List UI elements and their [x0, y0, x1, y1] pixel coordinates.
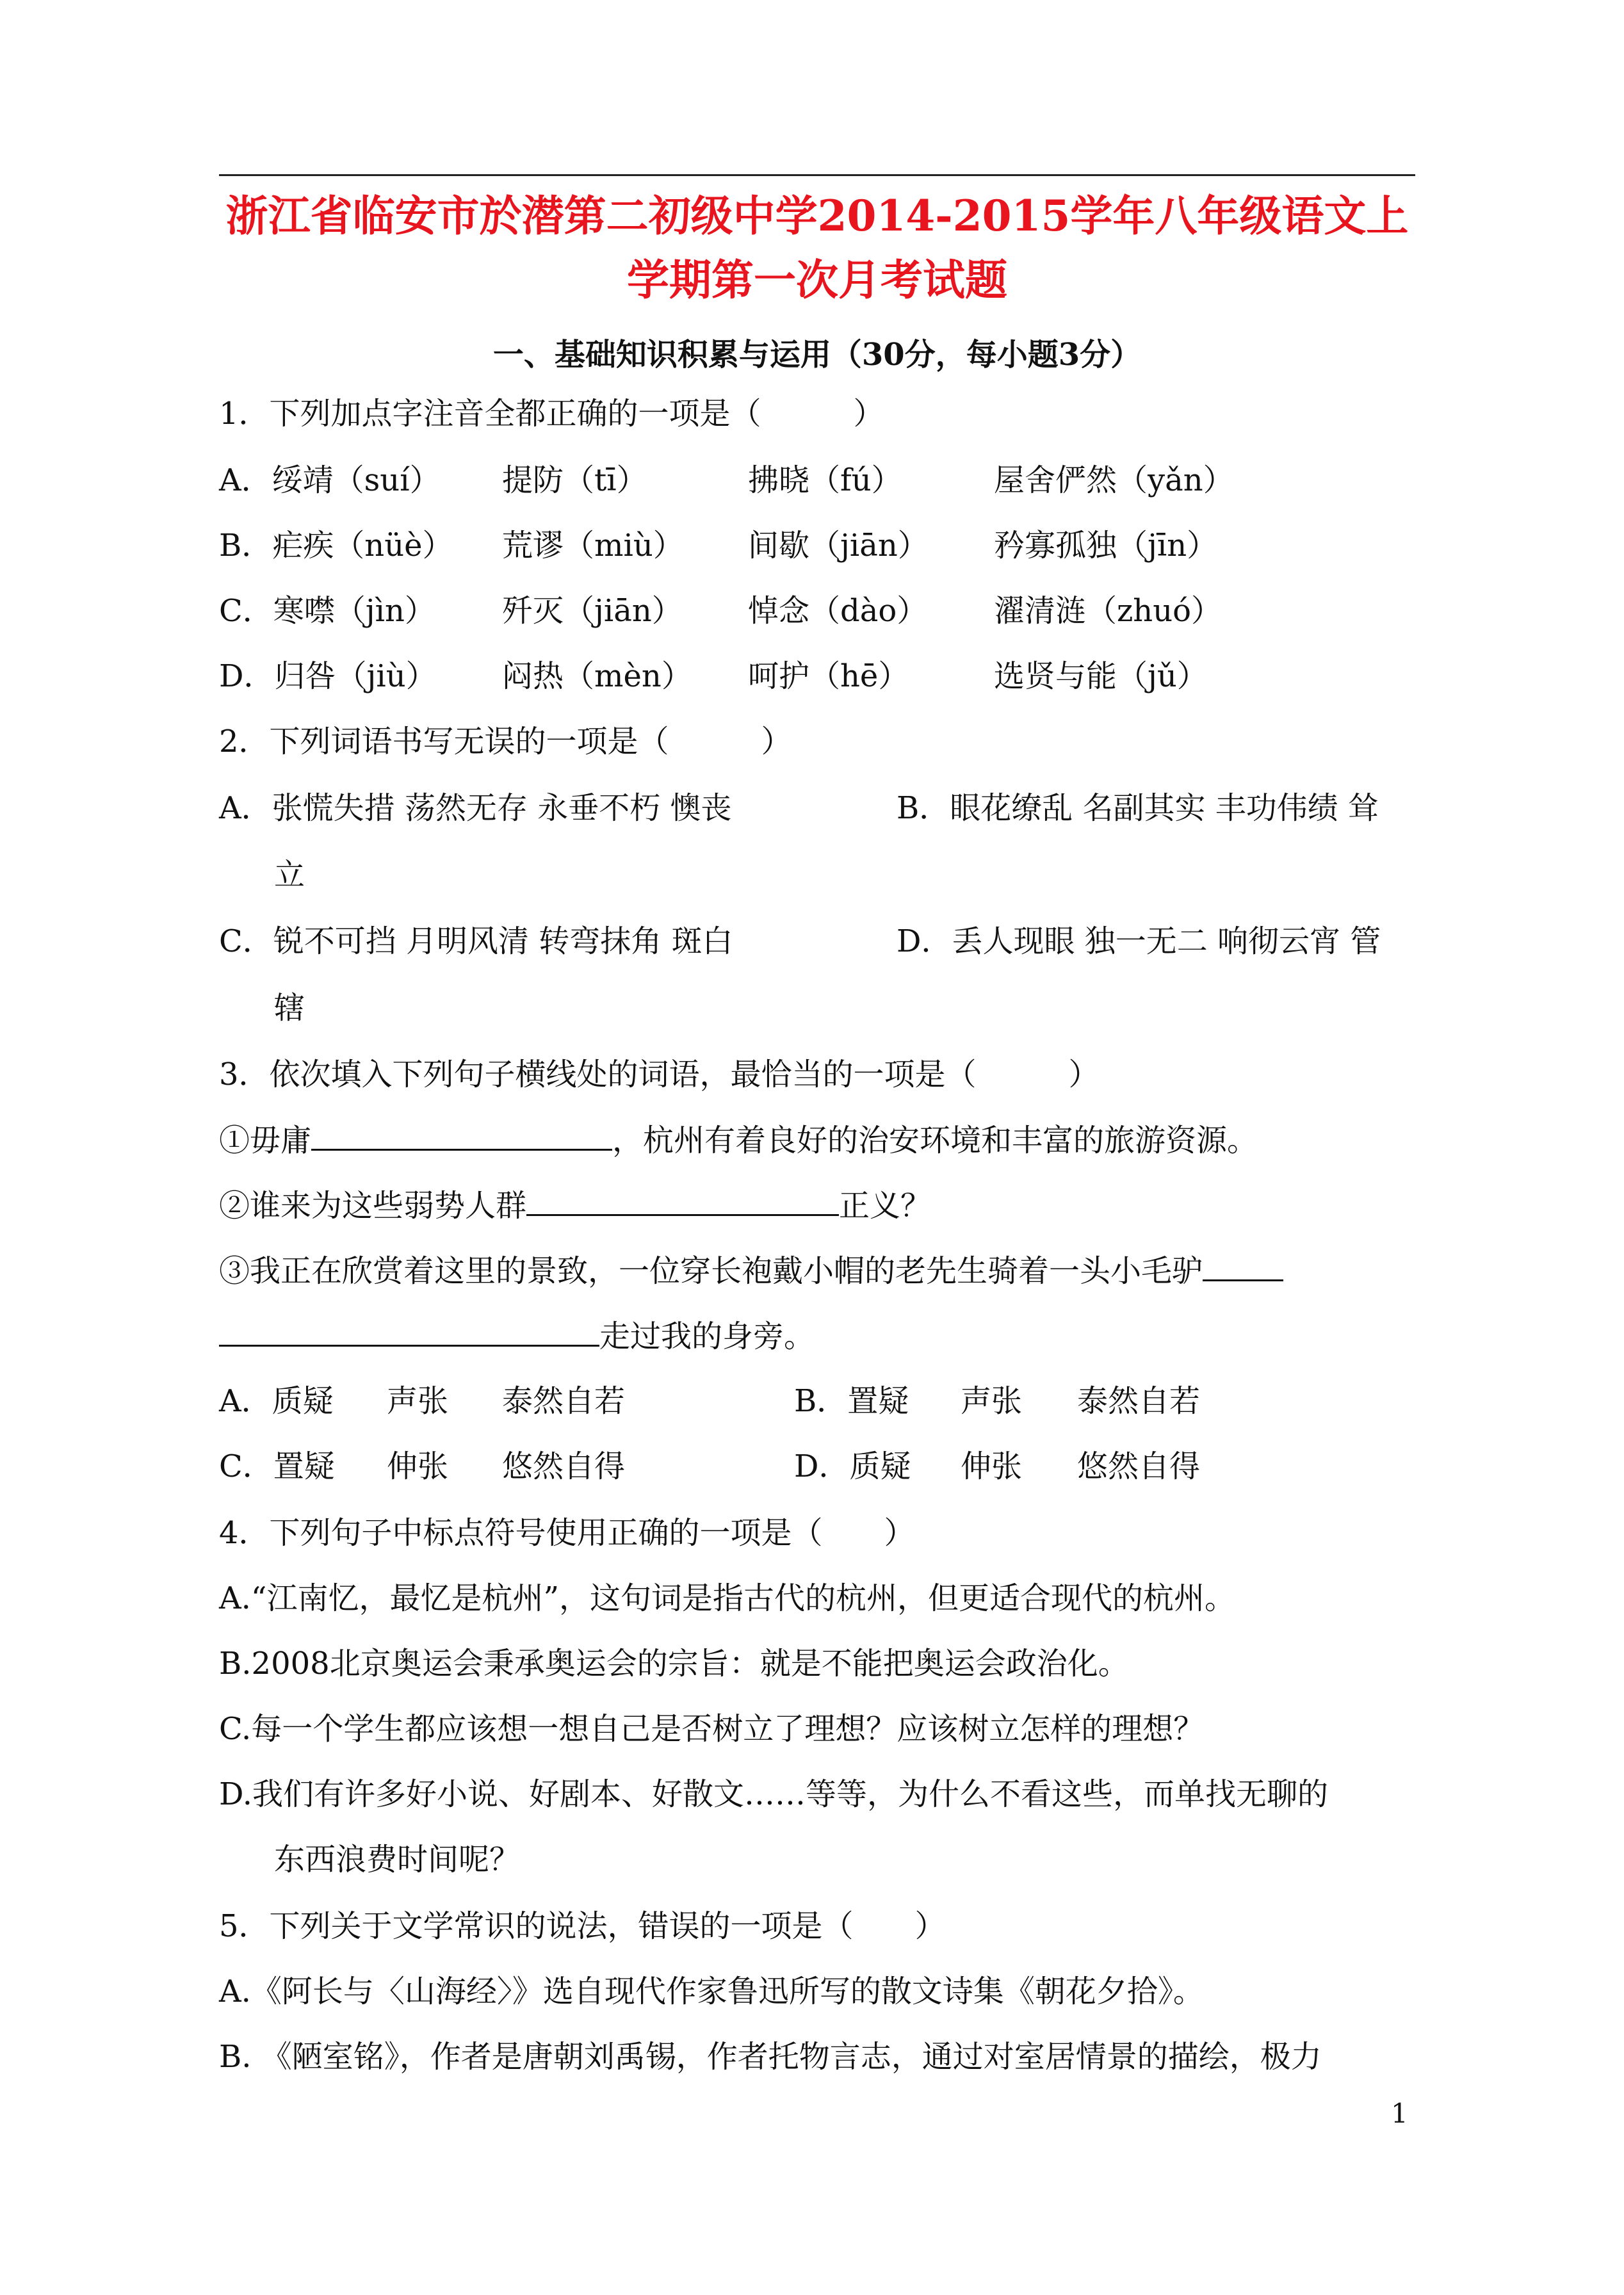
q1-option-c-3: 悼念（dào） [748, 593, 928, 629]
q3-s1-text-end: ，杭州有着良好的治安环境和丰富的旅游资源。 [612, 1123, 1258, 1158]
q1-option-c-4: 濯清涟（zhuó） [994, 593, 1222, 629]
q1-option-a-4: 屋舍俨然（yǎn） [994, 462, 1234, 498]
q3-blank-3a [1203, 1251, 1283, 1281]
q1-option-a-2: 提防（tī） [502, 462, 647, 498]
q3-s2-text-end: 正义？ [839, 1188, 932, 1224]
q1-option-d-4: 选贤与能（jǔ） [994, 658, 1208, 694]
q3-option-a-3: 泰然自若 [502, 1383, 626, 1419]
q3-blank-2 [526, 1186, 839, 1216]
q2-option-a: A．张慌失措 荡然无存 永垂不朽 懊丧 [219, 790, 732, 826]
q3-option-a-2: 声张 [387, 1383, 449, 1419]
q2-option-d: D．丢人现眼 独一无二 响彻云宵 管 [897, 923, 1381, 959]
q3-option-d-3: 悠然自得 [1077, 1448, 1201, 1484]
q1-option-c-2: 歼灭（jiān） [502, 593, 683, 629]
q5-option-b: B. 《陋室铭》，作者是唐朝刘禹锡，作者托物言志，通过对室居情景的描绘，极力 [219, 2039, 1322, 2075]
q4-option-b: B.2008北京奥运会秉承奥运会的宗旨：就是不能把奥运会政治化。 [219, 1646, 1129, 1682]
doc-title-line1: 浙江省临安市於潜第二初级中学2014-2015学年八年级语文上 [225, 191, 1409, 241]
q5-stem: 5．下列关于文学常识的说法，错误的一项是（ ） [219, 1908, 946, 1944]
q3-option-c-1: C．置疑 [219, 1448, 335, 1484]
q3-s3-text-end: 走过我的身旁。 [599, 1318, 815, 1354]
q1-option-a-1: A．绥靖（suí） [219, 462, 441, 498]
q4-option-d-cont: 东西浪费时间呢？ [274, 1842, 521, 1877]
q1-option-b-3: 间歇（jiān） [748, 528, 929, 564]
q2-option-d-cont: 辖 [274, 990, 305, 1026]
q3-blank-3b [219, 1317, 599, 1347]
q3-blank-1 [311, 1121, 612, 1151]
q3-option-c-2: 伸张 [387, 1448, 449, 1484]
q2-option-b: B．眼花缭乱 名副其实 丰功伟绩 耸 [897, 790, 1379, 826]
q3-sentence-2 [219, 1186, 931, 1225]
header-rule [219, 174, 1415, 176]
q3-s2-text: ②谁来为这些弱势人群 [219, 1188, 527, 1224]
q1-option-b-4: 矜寡孤独（jīn） [994, 528, 1218, 564]
q4-option-a: A.“江南忆，最忆是杭州”，这句词是指古代的杭州，但更适合现代的杭州。 [219, 1580, 1236, 1616]
q4-stem: 4．下列句子中标点符号使用正确的一项是（ ） [219, 1515, 915, 1551]
q2-option-c: C．锐不可挡 月明风清 转弯抹角 斑白 [219, 923, 733, 959]
q3-option-d-2: 伸张 [961, 1448, 1023, 1484]
q3-s1-text: ①毋庸 [219, 1123, 312, 1158]
q3-sentence-3-cont [219, 1317, 815, 1356]
q3-option-b-3: 泰然自若 [1077, 1383, 1201, 1419]
q1-option-d-1: D．归咎（jiù） [219, 658, 437, 694]
q5-option-a: A.《阿长与〈山海经〉》选自现代作家鲁迅所写的散文诗集《朝花夕拾》。 [219, 1974, 1204, 2009]
page-number: 1 [1391, 2098, 1408, 2129]
q2-stem: 2．下列词语书写无误的一项是（ ） [219, 724, 792, 759]
q1-option-d-3: 呵护（hē） [748, 658, 909, 694]
q1-stem: 1．下列加点字注音全都正确的一项是（ ） [219, 396, 884, 432]
q2-option-b-cont: 立 [274, 857, 305, 893]
doc-title-line2: 学期第一次月考试题 [627, 255, 1007, 305]
q3-option-a-1: A．质疑 [219, 1383, 334, 1419]
q4-option-c: C.每一个学生都应该想一想自己是否树立了理想？应该树立怎样的理想？ [219, 1711, 1205, 1747]
q3-option-c-3: 悠然自得 [502, 1448, 626, 1484]
q3-stem: 3．依次填入下列句子横线处的词语，最恰当的一项是（ ） [219, 1057, 1100, 1092]
q3-option-b-2: 声张 [961, 1383, 1023, 1419]
q3-s3-text: ③我正在欣赏着这里的景致，一位穿长袍戴小帽的老先生骑着一头小毛驴 [219, 1253, 1203, 1289]
q1-option-b-2: 荒谬（miù） [502, 528, 684, 564]
q3-option-d-1: D．质疑 [794, 1448, 911, 1484]
q1-option-a-3: 拂晓（fú） [748, 462, 902, 498]
q3-option-b-1: B．置疑 [794, 1383, 909, 1419]
q3-sentence-1 [219, 1121, 1258, 1160]
q3-sentence-3 [219, 1251, 1283, 1290]
q1-option-d-2: 闷热（mèn） [502, 658, 692, 694]
section-heading: 一、基础知识积累与运用（30分，每小题3分） [492, 337, 1142, 373]
q1-option-b-1: B．疟疾（nüè） [219, 528, 453, 564]
q4-option-d: D.我们有许多好小说、好剧本、好散文……等等，为什么不看这些，而单找无聊的 [219, 1776, 1329, 1812]
q1-option-c-1: C．寒噤（jìn） [219, 593, 435, 629]
